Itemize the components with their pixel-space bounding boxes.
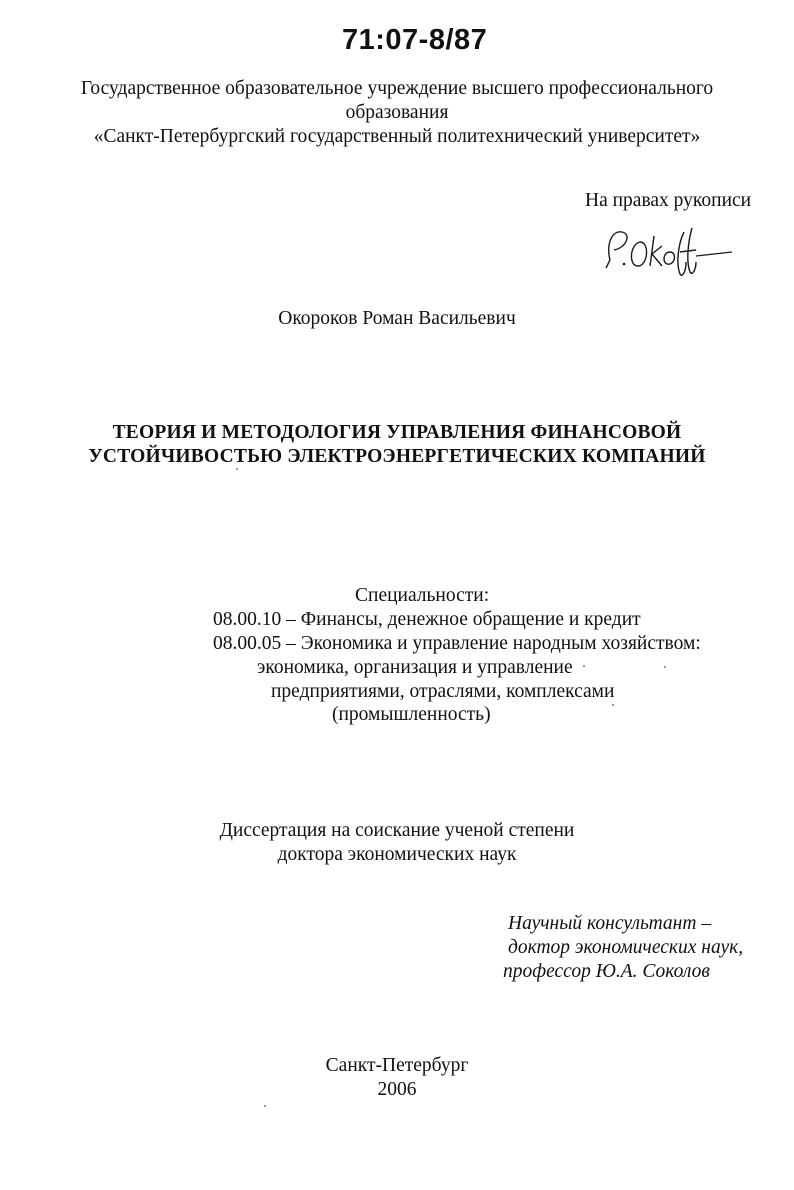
specialty-item: 08.00.10 – Финансы, денежное обращение и кредит	[213, 609, 641, 630]
scan-speck	[236, 468, 238, 470]
dissertation-title-line-2: УСТОЙЧИВОСТЬЮ ЭЛЕКТРОЭНЕРГЕТИЧЕСКИХ КОМПАНИЙ	[88, 446, 706, 467]
consultant-line-3: профессор Ю.А. Соколов	[503, 961, 710, 982]
specialty-continuation: экономика, организация и управление	[257, 657, 573, 678]
scan-speck	[264, 1105, 266, 1107]
registration-code: 71:07-8/87	[342, 24, 488, 56]
signature	[596, 222, 736, 282]
specialties-heading: Специальности:	[355, 585, 490, 606]
specialty-continuation: (промышленность)	[332, 704, 491, 725]
city: Санкт-Петербург	[325, 1055, 469, 1076]
degree-line-2: доктора экономических наук	[277, 844, 517, 865]
consultant-line-2: доктор экономических наук,	[508, 937, 744, 958]
degree-line-1: Диссертация на соискание ученой степени	[219, 820, 575, 841]
specialty-continuation: предприятиями, отраслями, комплексами	[271, 681, 615, 702]
scan-speck	[583, 665, 585, 667]
year: 2006	[377, 1079, 417, 1100]
specialty-item: 08.00.05 – Экономика и управление народным хозяйством:	[213, 633, 701, 654]
institution-line-3: «Санкт-Петербургский государственный политехнический университет»	[93, 126, 701, 147]
dissertation-title-line-1: ТЕОРИЯ И МЕТОДОЛОГИЯ УПРАВЛЕНИЯ ФИНАНСОВОЙ	[112, 422, 682, 443]
institution-line-1: Государственное образовательное учреждение высшего профессионального	[80, 78, 714, 99]
manuscript-rights-label: На правах рукописи	[585, 190, 752, 211]
author-name: Окороков Роман Васильевич	[278, 308, 516, 329]
consultant-line-1: Научный консультант –	[508, 913, 712, 934]
institution-line-2: образования	[345, 102, 449, 123]
scan-speck	[612, 704, 614, 706]
scan-speck	[664, 666, 666, 668]
